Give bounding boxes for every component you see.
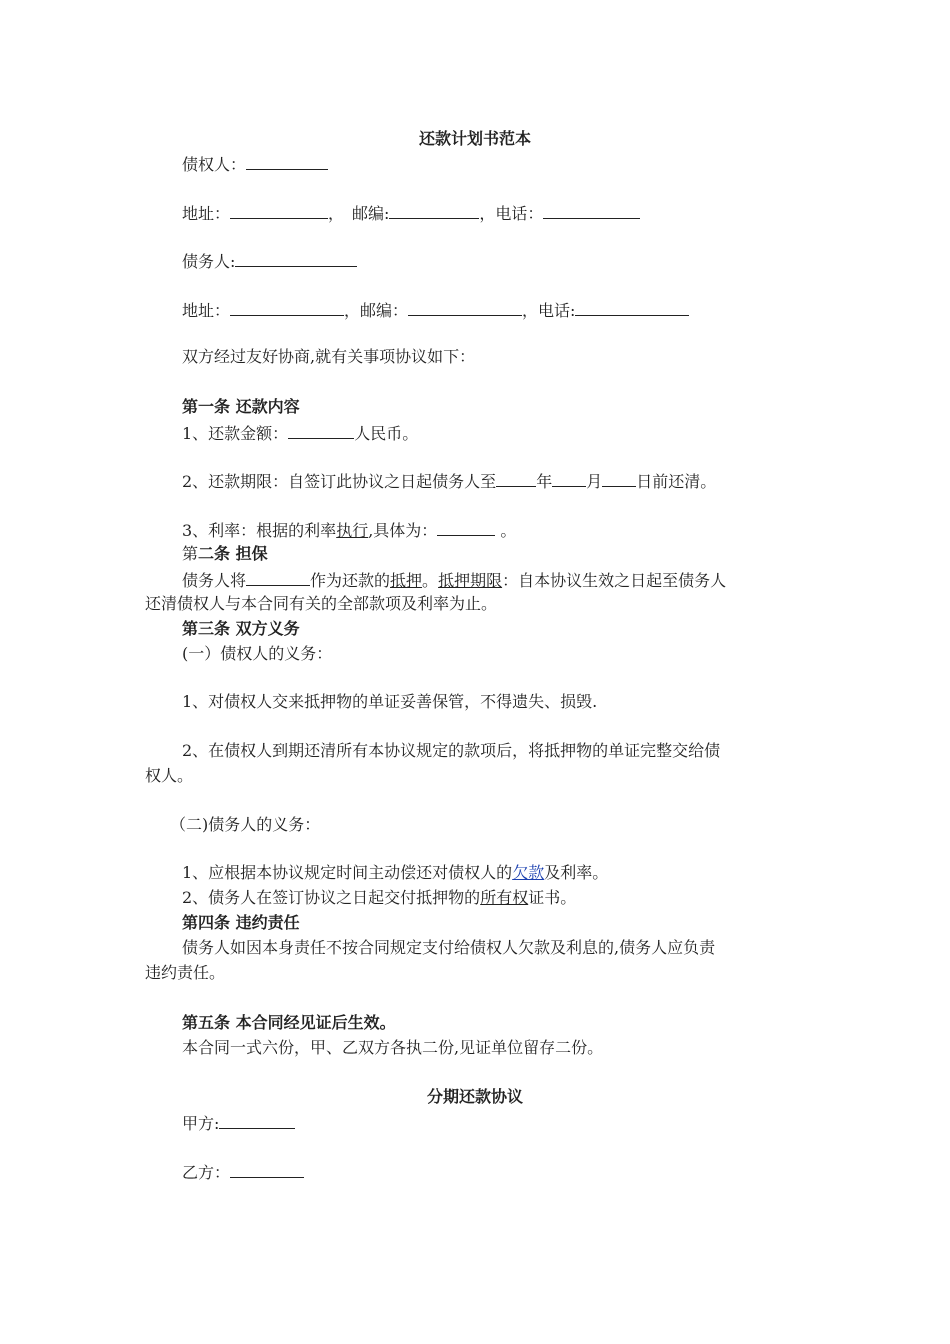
ownership-link[interactable]: 所有权 [480, 888, 529, 907]
postcode-label: ， 邮编: [328, 204, 390, 223]
title-part: 二条 担保 [198, 544, 268, 563]
phone-blank [543, 201, 640, 219]
title-part: 第 [182, 544, 199, 563]
article-1-item-1 [182, 421, 418, 445]
document-title: 还款计划书范本 [418, 129, 531, 148]
year-blank [496, 469, 536, 487]
party-b-label: 乙方： [182, 1163, 231, 1182]
item-text: 年 [536, 472, 553, 491]
article-5-title: 第五条 本合同经见证后生效。 [182, 1013, 396, 1032]
item-text: 人民币。 [354, 424, 419, 443]
debtor-label: 债务人: [182, 252, 236, 271]
article-5-text: 本合同一式六份，甲、乙双方各执二份,见证单位留存二份。 [182, 1038, 604, 1057]
creditor-address-line [182, 201, 640, 225]
phone-blank [575, 298, 689, 316]
item-text: 3、利率：根据的利率 [182, 521, 337, 540]
item-text: 2、债务人在签订协议之日起交付抵押物的 [182, 888, 481, 907]
arrears-link[interactable]: 欠款 [512, 863, 545, 882]
article-4-text: 债务人如因本身责任不按合同规定支付给债权人欠款及利息的,债务人应负责 [182, 938, 716, 957]
party-a-blank [219, 1111, 295, 1129]
amount-blank [288, 421, 354, 439]
postcode-blank [389, 201, 479, 219]
item-text: ：自本协议生效之日起至债务人 [502, 571, 727, 590]
article-2-text-cont: 还清债权人与本合同有关的全部款项及利率为止。 [145, 594, 498, 613]
creditor-duties-heading: (一）债权人的义务： [182, 644, 333, 663]
party-b-blank [230, 1160, 304, 1178]
collateral-blank [246, 568, 310, 586]
day-blank [602, 469, 636, 487]
creditor-duty-2: 2、在债权人到期还清所有本协议规定的款项后，将抵押物的单证完整交给债 [182, 741, 721, 760]
party-a-label: 甲方: [182, 1114, 220, 1133]
item-text: 证书。 [528, 888, 577, 907]
article-1-title: 第一条 还款内容 [182, 397, 300, 416]
article-4-text-cont: 违约责任。 [145, 963, 226, 982]
mortgage-period-link[interactable]: 抵押期限 [438, 571, 503, 590]
article-1-item-2 [182, 469, 716, 493]
debtor-line [182, 249, 357, 273]
debtor-duties-heading: （二)债务人的义务： [170, 815, 321, 834]
article-3-title: 第三条 双方义务 [182, 619, 300, 638]
article-2-text [182, 568, 726, 592]
creditor-blank [246, 152, 328, 170]
rate-blank [437, 518, 495, 536]
party-a-line [182, 1111, 295, 1135]
second-document-title: 分期还款协议 [426, 1087, 523, 1106]
mortgage-link[interactable]: 抵押 [390, 571, 423, 590]
creditor-duty-2-cont: 权人。 [145, 766, 194, 785]
item-text: 债务人将 [182, 571, 247, 590]
item-text: 及利率。 [544, 863, 609, 882]
item-text: 月 [586, 472, 603, 491]
creditor-line [182, 152, 328, 176]
item-text: 。 [495, 521, 517, 540]
address-label: 地址： [182, 301, 231, 320]
item-text: ,具体为： [368, 521, 438, 540]
month-blank [552, 469, 586, 487]
article-4-title: 第四条 违约责任 [182, 913, 300, 932]
debtor-duty-2 [182, 887, 576, 909]
address-blank [230, 201, 328, 219]
debtor-address-line [182, 298, 689, 322]
item-text: 2、还款期限：自签订此协议之日起债务人至 [182, 472, 497, 491]
item-text: 。 [422, 571, 439, 590]
item-text: 日前还清。 [636, 472, 717, 491]
debtor-duty-1 [182, 862, 608, 884]
intro-text: 双方经过友好协商,就有关事项协议如下： [182, 347, 476, 366]
postcode-blank [408, 298, 522, 316]
phone-label: ，电话： [479, 204, 544, 223]
address-label: 地址： [182, 204, 231, 223]
article-1-item-3 [182, 518, 516, 542]
postcode-label: ，邮编： [344, 301, 409, 320]
item-text: 作为还款的 [310, 571, 391, 590]
execute-link[interactable]: 执行 [336, 521, 369, 540]
creditor-label: 债权人： [182, 155, 247, 174]
item-text: 1、还款金额： [182, 424, 289, 443]
article-2-title [182, 543, 268, 565]
item-text: 1、应根据本协议规定时间主动偿还对债权人的 [182, 863, 513, 882]
party-b-line [182, 1160, 304, 1184]
address-blank [230, 298, 344, 316]
phone-label: ，电话: [522, 301, 576, 320]
creditor-duty-1: 1、对债权人交来抵押物的单证妥善保管，不得遗失、损毁. [182, 692, 598, 711]
debtor-blank [235, 249, 357, 267]
